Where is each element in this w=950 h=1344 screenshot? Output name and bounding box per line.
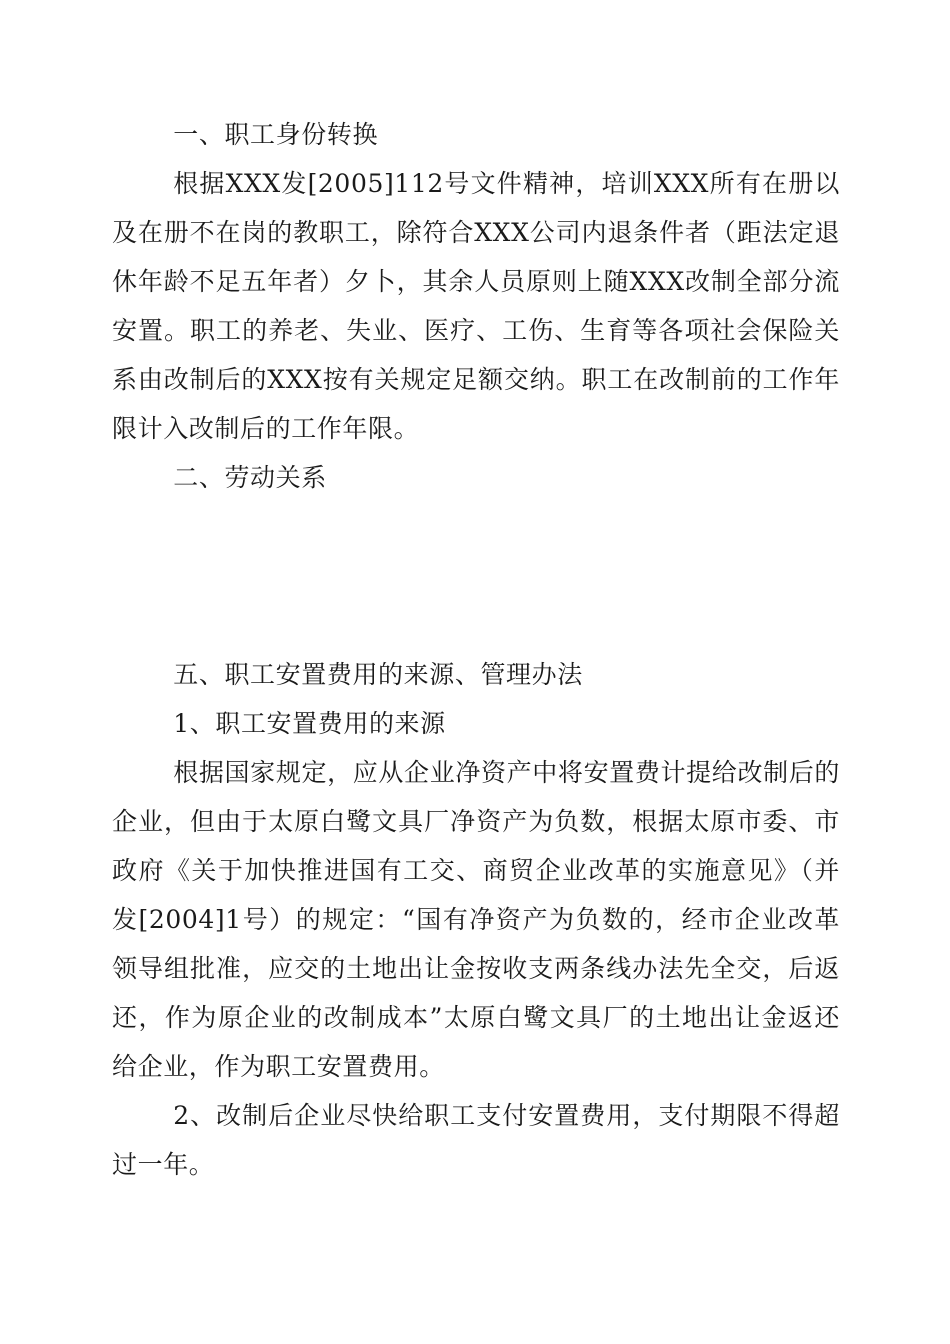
paragraph-payment-deadline: 2、改制后企业尽快给职工支付安置费用，支付期限不得超过一年。 xyxy=(112,1101,840,1179)
paragraph-funds-source: 根据国家规定，应从企业净资产中将安置费计提给改制后的企业，但由于太原白鹭文具厂净资产为负数，根据太原市委、市政府《关于加快推进国有工交、商贸企业改革的实施意见》（并发[2004]1号）的规定：“国有净资产为负数的，经市企业改革领导组批准，应交的土地出让金按收支两条线办法先全交，后返还，作为原企业的改制成本”太原白鹭文具厂的土地出让金返还给企业，作为职工安置费用。 xyxy=(112,758,840,1081)
section-heading-labor-relations: 二、劳动关系 xyxy=(173,463,327,492)
section-heading-resettlement-funds: 五、职工安置费用的来源、管理办法 xyxy=(173,660,583,689)
blank-gap xyxy=(112,502,840,650)
paragraph-identity-conversion: 根据XXX发[2005]112号文件精神，培训XXX所有在册以及在册不在岗的教职工，除符合XXX公司内退条件者（距法定退休年龄不足五年者）夕卜，其余人员原则上随XXX改制全部分流安置。职工的养老、失业、医疗、工伤、生育等各项社会保险关系由改制后的XXX按有关规定足额交纳。职工在改制前的工作年限计入改制后的工作年限。 xyxy=(112,169,840,443)
section-heading-identity-conversion: 一、职工身份转换 xyxy=(173,120,379,149)
subsection-heading-funds-source: 1、职工安置费用的来源 xyxy=(173,709,446,738)
document-body xyxy=(112,110,840,1189)
